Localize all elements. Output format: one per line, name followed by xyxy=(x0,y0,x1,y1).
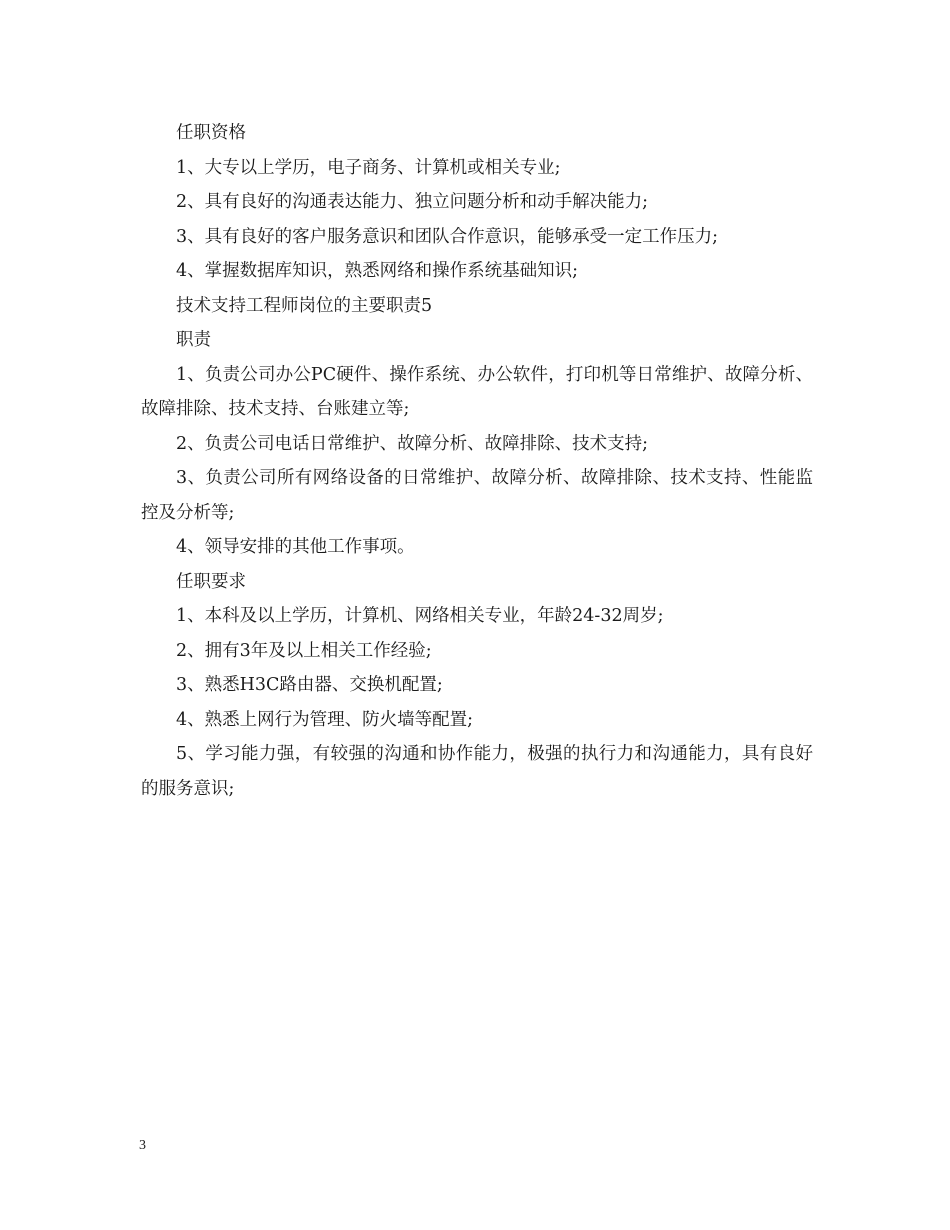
requirement-item-4: 4、熟悉上网行为管理、防火墙等配置; xyxy=(176,709,474,730)
requirement-item-3: 3、熟悉H3C路由器、交换机配置; xyxy=(176,675,443,695)
document-body xyxy=(141,116,813,806)
requirement-item-2: 2、拥有3年及以上相关工作经验; xyxy=(176,640,432,661)
section-heading-qualifications: 任职资格 xyxy=(176,123,246,143)
section-heading-duties: 职责 xyxy=(176,330,211,350)
qualification-item-3: 3、具有良好的客户服务意识和团队合作意识，能够承受一定工作压力; xyxy=(176,226,719,247)
section-title-duties-5: 技术支持工程师岗位的主要职责5 xyxy=(176,295,433,316)
section-heading-requirements: 任职要求 xyxy=(176,571,246,592)
qualification-item-1: 1、大专以上学历，电子商务、计算机或相关专业; xyxy=(176,157,561,178)
duty-item-1: 1、负责公司办公PC硬件、操作系统、办公软件，打印机等日常维护、故障分析、故障排除、技术支持、台账建立等; xyxy=(141,364,813,419)
qualification-item-2: 2、具有良好的沟通表达能力、独立问题分析和动手解决能力; xyxy=(176,192,649,212)
requirement-item-1: 1、本科及以上学历，计算机、网络相关专业，年龄24-32周岁; xyxy=(176,606,664,626)
duty-item-2: 2、负责公司电话日常维护、故障分析、故障排除、技术支持; xyxy=(176,433,649,454)
duty-item-4: 4、领导安排的其他工作事项。 xyxy=(176,537,415,557)
requirement-item-5: 5、学习能力强，有较强的沟通和协作能力，极强的执行力和沟通能力，具有良好的服务意识; xyxy=(141,744,813,799)
page-number: 3 xyxy=(139,1138,146,1153)
qualification-item-4: 4、掌握数据库知识，熟悉网络和操作系统基础知识; xyxy=(176,261,579,281)
duty-item-3: 3、负责公司所有网络设备的日常维护、故障分析、故障排除、技术支持、性能监控及分析等; xyxy=(141,468,813,523)
